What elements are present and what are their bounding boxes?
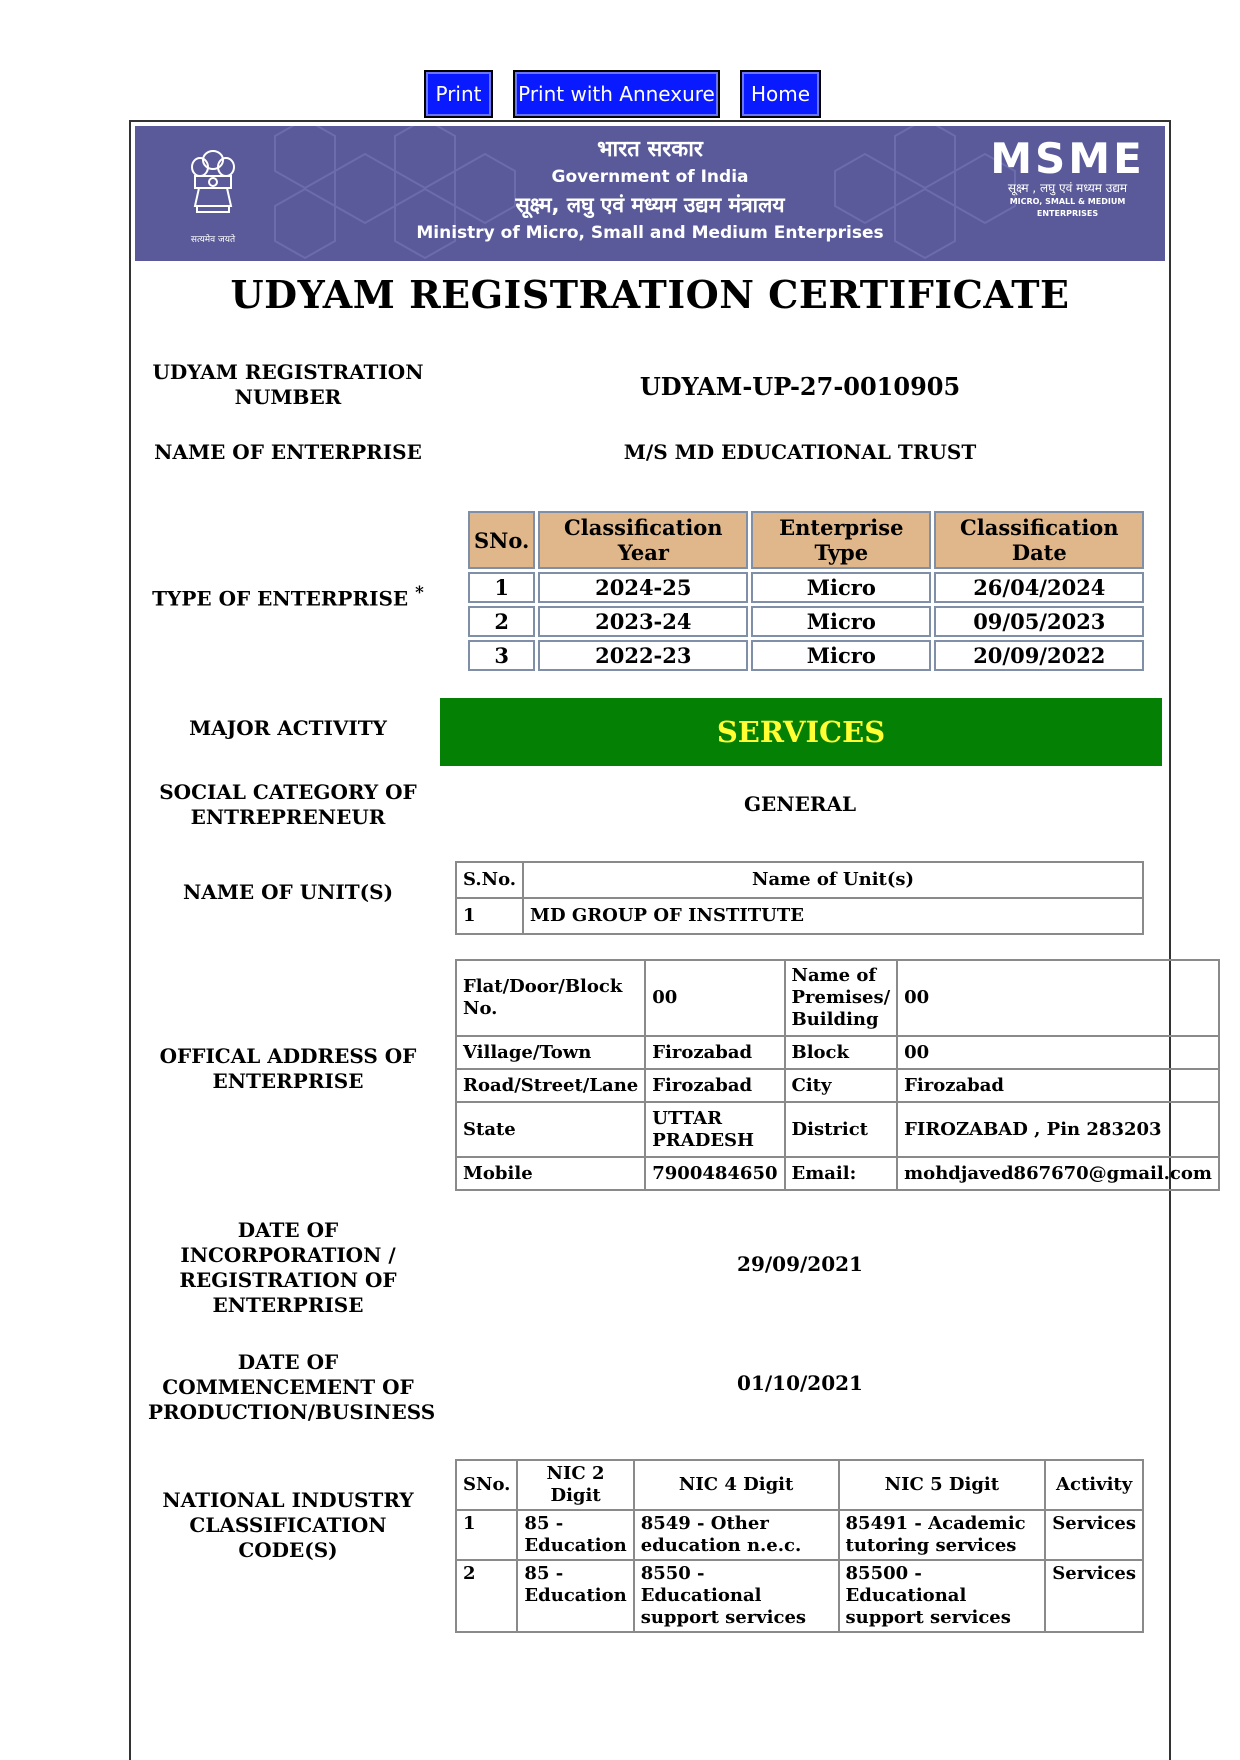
type-label-text: TYPE OF ENTERPRISE <box>152 586 409 611</box>
cell: Services <box>1045 1560 1143 1632</box>
cell: 8550 - Educational support services <box>634 1560 839 1632</box>
social-category-label: SOCIAL CATEGORY OF ENTREPRENEUR <box>159 780 417 829</box>
col-activity: Activity <box>1045 1460 1143 1510</box>
nic-label: NATIONAL INDUSTRY CLASSIFICATION CODE(S) <box>162 1488 414 1562</box>
cell: 2022-23 <box>538 640 748 671</box>
msme-logo-text: MSME <box>990 134 1145 183</box>
classification-table <box>465 508 1147 674</box>
cell: Micro <box>751 640 931 671</box>
cell: 2023-24 <box>538 606 748 637</box>
cell: 85 - Education <box>517 1560 633 1632</box>
district-value: FIROZABAD , Pin 283203 <box>897 1102 1219 1157</box>
government-banner <box>135 126 1165 261</box>
social-category-value: GENERAL <box>743 792 857 816</box>
cell: Micro <box>751 606 931 637</box>
major-activity-value: SERVICES <box>440 698 1162 766</box>
banner-government: Government of India <box>551 167 749 187</box>
cell: 85491 - Academic tutoring services <box>839 1510 1046 1560</box>
print-button[interactable]: Print <box>424 70 493 118</box>
banner-hindi-government: भारत सरकार <box>597 137 703 162</box>
col-sno: SNo. <box>456 1460 517 1510</box>
type-label <box>148 580 428 612</box>
cell: 2024-25 <box>538 572 748 603</box>
home-button[interactable]: Home <box>740 70 821 118</box>
table-row <box>468 572 1144 603</box>
village-label: Village/Town <box>456 1036 645 1069</box>
cell: 85500 - Educational support services <box>839 1560 1046 1632</box>
col-nic5: NIC 5 Digit <box>839 1460 1046 1510</box>
print-with-annexure-button[interactable]: Print with Annexure <box>513 70 720 118</box>
flat-value: 00 <box>645 960 784 1036</box>
incorporation-date: 29/09/2021 <box>737 1252 863 1276</box>
msme-english-text: MICRO, SMALL & MEDIUM ENTERPRISES <box>1009 197 1126 218</box>
incorporation-label: DATE OF INCORPORATION / REGISTRATION OF ENTERPRISE <box>179 1218 397 1317</box>
premises-value: 00 <box>897 960 1219 1036</box>
col-sno: S.No. <box>456 862 523 898</box>
col-unit-name: Name of Unit(s) <box>523 862 1143 898</box>
nic-table <box>455 1459 1144 1633</box>
table-row <box>456 898 1143 934</box>
cell: 2 <box>456 1560 517 1632</box>
msme-logo <box>980 134 1155 220</box>
address-table <box>455 959 1220 1191</box>
village-value: Firozabad <box>645 1036 784 1069</box>
table-row <box>468 606 1144 637</box>
block-label: Block <box>785 1036 898 1069</box>
national-emblem-icon <box>183 140 243 245</box>
enterprise-name-value: M/S MD EDUCATIONAL TRUST <box>623 440 977 464</box>
col-classification-date: Classification Date <box>934 511 1144 569</box>
cell: 20/09/2022 <box>934 640 1144 671</box>
cell: 8549 - Other education n.e.c. <box>634 1510 839 1560</box>
table-row <box>468 640 1144 671</box>
type-asterisk: * <box>415 582 424 602</box>
col-enterprise-type: Enterprise Type <box>751 511 931 569</box>
cell: 3 <box>468 640 535 671</box>
cell: 09/05/2023 <box>934 606 1144 637</box>
cell: 26/04/2024 <box>934 572 1144 603</box>
road-value: Firozabad <box>645 1069 784 1102</box>
banner-hindi-ministry: सूक्ष्म, लघु एवं मध्यम उद्यम मंत्रालय <box>515 193 785 217</box>
units-label: NAME OF UNIT(S) <box>182 880 394 904</box>
cell: 1 <box>456 1510 517 1560</box>
city-label: City <box>785 1069 898 1102</box>
major-activity-label: MAJOR ACTIVITY <box>189 716 387 740</box>
commencement-date: 01/10/2021 <box>737 1371 863 1395</box>
flat-label: Flat/Door/Block No. <box>456 960 645 1036</box>
cell: Services <box>1045 1510 1143 1560</box>
block-value: 00 <box>897 1036 1219 1069</box>
msme-hindi-text: सूक्ष्म , लघु एवं मध्यम उद्यम <box>1007 181 1128 195</box>
col-nic4: NIC 4 Digit <box>634 1460 839 1510</box>
city-value: Firozabad <box>897 1069 1219 1102</box>
email-value: mohdjaved867670@gmail.com <box>897 1157 1219 1190</box>
mobile-value: 7900484650 <box>645 1157 784 1190</box>
enterprise-name-label: NAME OF ENTERPRISE <box>154 440 422 464</box>
emblem-caption: सत्यमेव जयते <box>190 235 236 245</box>
premises-label: Name of Premises/ Building <box>785 960 898 1036</box>
commencement-label: DATE OF COMMENCEMENT OF PRODUCTION/BUSINESS <box>148 1350 436 1424</box>
banner-ministry: Ministry of Micro, Small and Medium Enterprises <box>416 223 884 243</box>
cell: 1 <box>468 572 535 603</box>
cell: 85 - Education <box>517 1510 633 1560</box>
reg-number-value: UDYAM-UP-27-0010905 <box>639 372 961 401</box>
email-label: Email: <box>785 1157 898 1190</box>
address-label: OFFICAL ADDRESS OF ENTERPRISE <box>159 1044 417 1093</box>
col-classification-year: Classification Year <box>538 511 748 569</box>
certificate-title: UDYAM REGISTRATION CERTIFICATE <box>230 272 1070 317</box>
cell: Micro <box>751 572 931 603</box>
cell: MD GROUP OF INSTITUTE <box>523 898 1143 934</box>
col-nic2: NIC 2 Digit <box>517 1460 633 1510</box>
road-label: Road/Street/Lane <box>456 1069 645 1102</box>
district-label: District <box>785 1102 898 1157</box>
col-sno: SNo. <box>468 511 535 569</box>
mobile-label: Mobile <box>456 1157 645 1190</box>
table-row <box>456 1510 1143 1560</box>
table-row <box>456 1560 1143 1632</box>
cell: 2 <box>468 606 535 637</box>
cell: 1 <box>456 898 523 934</box>
state-label: State <box>456 1102 645 1157</box>
reg-number-label: UDYAM REGISTRATION NUMBER <box>152 360 424 409</box>
state-value: UTTAR PRADESH <box>645 1102 784 1157</box>
units-table <box>455 861 1144 935</box>
